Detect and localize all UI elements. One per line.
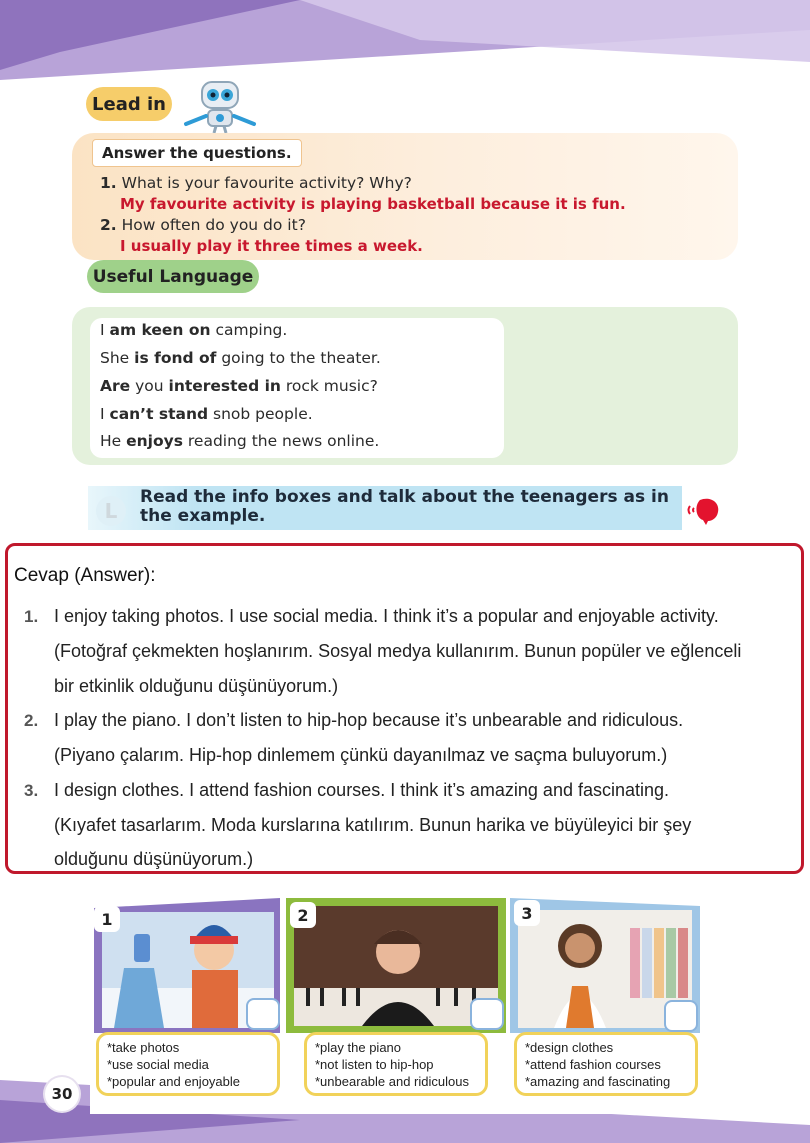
robot-mascot-icon <box>176 78 262 134</box>
useful-language-line: Are you interested in rock music? <box>100 377 378 395</box>
answer-blank <box>470 998 504 1030</box>
answer-item-line: (Fotoğraf çekmekten hoşlanırım. Sosyal medya kullanırım. Bunun popüler ve eğlenceli <box>54 641 742 661</box>
answer-item-number: 3. <box>24 781 39 800</box>
info-box-3: *design clothes *attend fashion courses *amazing and fascinating <box>514 1032 698 1096</box>
answer-item-number: 1. <box>24 607 39 626</box>
answer-item-line: bir etkinlik olduğunu düşünüyorum.) <box>54 676 339 696</box>
svg-text:L: L <box>104 499 118 523</box>
answer-blank <box>664 1000 698 1032</box>
answer-title: Cevap (Answer): <box>14 565 156 586</box>
answer-blank <box>246 998 280 1030</box>
answer-item-line: (Kıyafet tasarlarım. Moda kurslarına katılırım. Bunun harika ve büyüleyici bir şey <box>54 815 692 835</box>
useful-language-line: I am keen on camping. <box>100 321 288 339</box>
answer-1: My favourite activity is playing basketball because it is fun. <box>120 195 626 213</box>
useful-language-line: She is fond of going to the theater. <box>100 349 381 367</box>
useful-language-label: Useful Language <box>87 260 259 293</box>
answer-item-line: I enjoy taking photos. I use social media. I think it’s a popular and enjoyable activity. <box>54 606 719 626</box>
photo-number-badge: 3 <box>514 900 540 926</box>
answer-item-line: I design clothes. I attend fashion courses. I think it’s amazing and fascinating. <box>54 780 670 800</box>
answer-item-line: I play the piano. I don’t listen to hip-hop because it’s unbearable and ridiculous. <box>54 710 684 730</box>
top-decor-band <box>0 0 810 80</box>
task-letter-icon <box>94 495 128 527</box>
answer-item-number: 2. <box>24 711 39 730</box>
page-number: 30 <box>45 1077 79 1111</box>
photo-number-badge: 1 <box>94 906 120 932</box>
speaking-icon <box>686 494 722 526</box>
lead-in-box-title: Answer the questions. <box>92 139 302 167</box>
photo-number-badge: 2 <box>290 902 316 928</box>
info-box-1: *take photos *use social media *popular and enjoyable <box>96 1032 280 1096</box>
instruction-text: Read the info boxes and talk about the teenagers as in the example. <box>140 487 669 526</box>
useful-language-line: I can’t stand snob people. <box>100 405 313 423</box>
lead-in-label: Lead in <box>86 87 172 121</box>
question-1: 1. What is your favourite activity? Why? <box>100 174 412 192</box>
question-2: 2. How often do you do it? <box>100 216 306 234</box>
answer-2: I usually play it three times a week. <box>120 237 423 255</box>
answer-item-line: (Piyano çalarım. Hip-hop dinlemem çünkü dayanılmaz ve saçma buluyorum.) <box>54 745 668 765</box>
answer-item-line: olduğunu düşünüyorum.) <box>54 849 254 869</box>
info-box-2: *play the piano *not listen to hip-hop *unbearable and ridiculous <box>304 1032 488 1096</box>
useful-language-line: He enjoys reading the news online. <box>100 432 380 450</box>
